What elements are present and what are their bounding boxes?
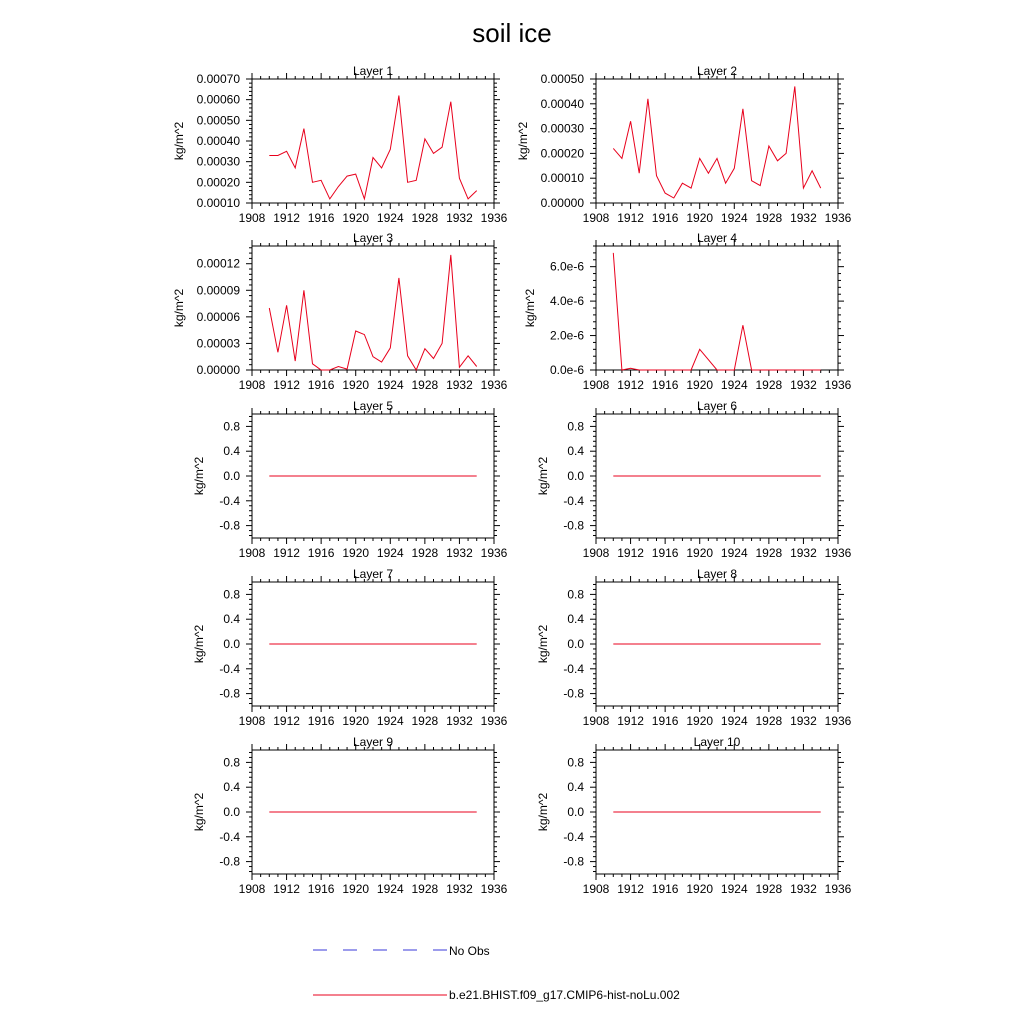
y-tick-label: 0.0e-6 [549,363,584,377]
x-tick-label: 1932 [446,211,473,225]
x-tick-label: 1928 [411,546,439,560]
y-tick-label: 0.00010 [540,171,584,186]
y-tick-label: 0.4 [223,444,240,459]
x-tick-label: 1908 [238,211,266,225]
y-tick-label: 0.8 [223,419,240,434]
x-tick-label: 1916 [307,714,335,728]
x-tick-label: 1936 [480,211,508,225]
y-tick-label: 0.00050 [196,113,240,128]
x-tick-label: 1908 [238,378,266,392]
x-tick-label: 1912 [617,882,644,896]
y-tick-label: 0.4 [567,444,584,459]
x-tick-label: 1936 [480,546,508,560]
x-tick-label: 1936 [824,211,852,225]
x-tick-label: 1912 [273,211,300,225]
y-tick-label: -0.8 [219,686,240,701]
x-tick-label: 1928 [755,882,783,896]
y-tick-label: -0.4 [563,493,584,508]
y-tick-label: 0.4 [223,612,240,627]
panel-title: Layer 10 [693,735,741,749]
x-tick-label: 1936 [824,546,852,560]
x-tick-label: 1912 [273,378,300,392]
x-tick-label: 1912 [617,211,644,225]
x-tick-label: 1924 [376,882,404,896]
x-tick-label: 1932 [790,882,817,896]
x-tick-label: 1916 [307,882,335,896]
y-tick-label: 0.0 [567,805,584,819]
x-tick-label: 1936 [480,714,508,728]
y-axis-label: kg/m^2 [516,121,531,161]
x-tick-label: 1916 [307,211,335,225]
x-tick-label: 1912 [273,546,300,560]
y-tick-label: -0.8 [219,518,240,533]
y-tick-label: 0.00060 [196,92,240,107]
y-tick-label: 0.00030 [196,154,240,169]
x-tick-label: 1924 [720,714,748,728]
x-tick-label: 1916 [651,378,679,392]
x-tick-label: 1908 [238,714,266,728]
y-tick-label: 0.0 [223,469,240,483]
x-tick-label: 1928 [755,546,783,560]
x-tick-label: 1932 [790,714,817,728]
x-tick-label: 1924 [720,378,748,392]
y-tick-label: 0.00012 [196,256,240,271]
y-tick-label: 0.00000 [540,196,584,210]
x-tick-label: 1908 [582,714,610,728]
x-tick-label: 1908 [582,882,610,896]
x-tick-label: 1912 [617,546,644,560]
y-tick-label: 0.4 [567,612,584,627]
x-tick-label: 1928 [755,714,783,728]
x-tick-label: 1920 [342,714,370,728]
y-tick-label: 0.0 [223,805,240,819]
x-tick-label: 1920 [342,546,370,560]
y-tick-label: -0.4 [219,829,240,844]
y-tick-label: 0.00020 [540,146,584,161]
y-tick-label: -0.4 [219,661,240,676]
x-tick-label: 1912 [273,882,300,896]
y-axis-label: kg/m^2 [192,792,207,832]
x-tick-label: 1916 [651,714,679,728]
y-tick-label: 0.4 [223,780,240,795]
x-tick-label: 1920 [686,546,714,560]
x-tick-label: 1936 [824,714,852,728]
x-tick-label: 1924 [720,882,748,896]
x-tick-label: 1916 [651,882,679,896]
y-tick-label: 0.8 [223,587,240,602]
x-tick-label: 1916 [307,378,335,392]
x-tick-label: 1908 [582,211,610,225]
x-tick-label: 1908 [582,546,610,560]
x-tick-label: 1936 [824,882,852,896]
x-tick-label: 1928 [755,211,783,225]
y-axis-label: kg/m^2 [536,624,551,664]
y-tick-label: -0.8 [563,518,584,533]
x-tick-label: 1924 [376,211,404,225]
x-tick-label: 1920 [686,882,714,896]
panel-title: Layer 2 [696,64,738,78]
panel-title: Layer 3 [352,231,394,245]
x-tick-label: 1916 [307,546,335,560]
y-tick-label: 0.8 [567,755,584,770]
x-tick-label: 1912 [617,714,644,728]
y-axis-label: kg/m^2 [522,288,537,328]
y-tick-label: 0.4 [567,780,584,795]
y-tick-label: 0.00000 [196,363,240,377]
y-axis-label: kg/m^2 [536,456,551,496]
x-tick-label: 1920 [342,211,370,225]
panel-title: Layer 6 [696,399,738,413]
x-tick-label: 1936 [480,378,508,392]
x-tick-label: 1924 [720,546,748,560]
y-tick-label: -0.8 [219,854,240,869]
y-tick-label: 0.0 [223,637,240,651]
y-axis-label: kg/m^2 [172,288,187,328]
y-axis-label: kg/m^2 [192,624,207,664]
x-tick-label: 1928 [411,882,439,896]
x-tick-label: 1924 [376,378,404,392]
x-tick-label: 1932 [790,378,817,392]
panel-title: Layer 9 [352,735,394,749]
x-tick-label: 1932 [790,211,817,225]
y-tick-label: 2.0e-6 [549,328,584,343]
x-tick-label: 1908 [238,882,266,896]
x-tick-label: 1920 [342,882,370,896]
x-tick-label: 1924 [376,714,404,728]
panel-title: Layer 7 [352,567,394,581]
y-axis-label: kg/m^2 [172,121,187,161]
panel-title: Layer 8 [696,567,738,581]
y-tick-label: 4.0e-6 [549,294,584,309]
y-tick-label: 0.8 [567,419,584,434]
y-axis-label: kg/m^2 [536,792,551,832]
panel-title: Layer 5 [352,399,394,413]
y-tick-label: 0.00070 [196,72,240,86]
y-tick-label: -0.8 [563,686,584,701]
x-tick-label: 1936 [480,882,508,896]
y-tick-label: 0.00030 [540,121,584,136]
x-tick-label: 1920 [342,378,370,392]
x-tick-label: 1912 [273,714,300,728]
x-tick-label: 1920 [686,714,714,728]
y-tick-label: 0.0 [567,637,584,651]
x-tick-label: 1912 [617,378,644,392]
y-tick-label: -0.4 [563,661,584,676]
y-tick-label: 0.8 [567,587,584,602]
figure-title: soil ice [472,18,552,48]
y-tick-label: -0.8 [563,854,584,869]
y-tick-label: 0.00050 [540,72,584,86]
panel-title: Layer 4 [696,231,738,245]
y-tick-label: 0.00009 [196,283,240,298]
y-tick-label: -0.4 [219,493,240,508]
y-tick-label: 0.00040 [196,134,240,148]
panel-title: Layer 1 [352,64,394,78]
y-tick-label: 0.00010 [196,196,240,210]
x-tick-label: 1916 [651,546,679,560]
y-axis-label: kg/m^2 [192,456,207,496]
y-tick-label: 0.00006 [196,309,240,324]
x-tick-label: 1916 [651,211,679,225]
x-tick-label: 1920 [686,378,714,392]
x-tick-label: 1932 [446,882,473,896]
legend-obs-label: No Obs [449,944,490,958]
y-tick-label: 0.00020 [196,175,240,190]
y-tick-label: 0.00003 [196,336,240,351]
x-tick-label: 1924 [720,211,748,225]
x-tick-label: 1932 [790,546,817,560]
y-tick-label: 0.00040 [540,96,584,111]
x-tick-label: 1928 [411,211,439,225]
x-tick-label: 1932 [446,546,473,560]
x-tick-label: 1928 [411,378,439,392]
x-tick-label: 1924 [376,546,404,560]
x-tick-label: 1908 [238,546,266,560]
x-tick-label: 1936 [824,378,852,392]
x-tick-label: 1928 [411,714,439,728]
x-tick-label: 1932 [446,714,473,728]
x-tick-label: 1908 [582,378,610,392]
x-tick-label: 1932 [446,378,473,392]
y-tick-label: 0.8 [223,755,240,770]
y-tick-label: 0.0 [567,469,584,483]
y-tick-label: 6.0e-6 [549,259,584,274]
legend-model-label: b.e21.BHIST.f09_g17.CMIP6-hist-noLu.002 [449,988,680,1002]
x-tick-label: 1928 [755,378,783,392]
y-tick-label: -0.4 [563,829,584,844]
x-tick-label: 1920 [686,211,714,225]
